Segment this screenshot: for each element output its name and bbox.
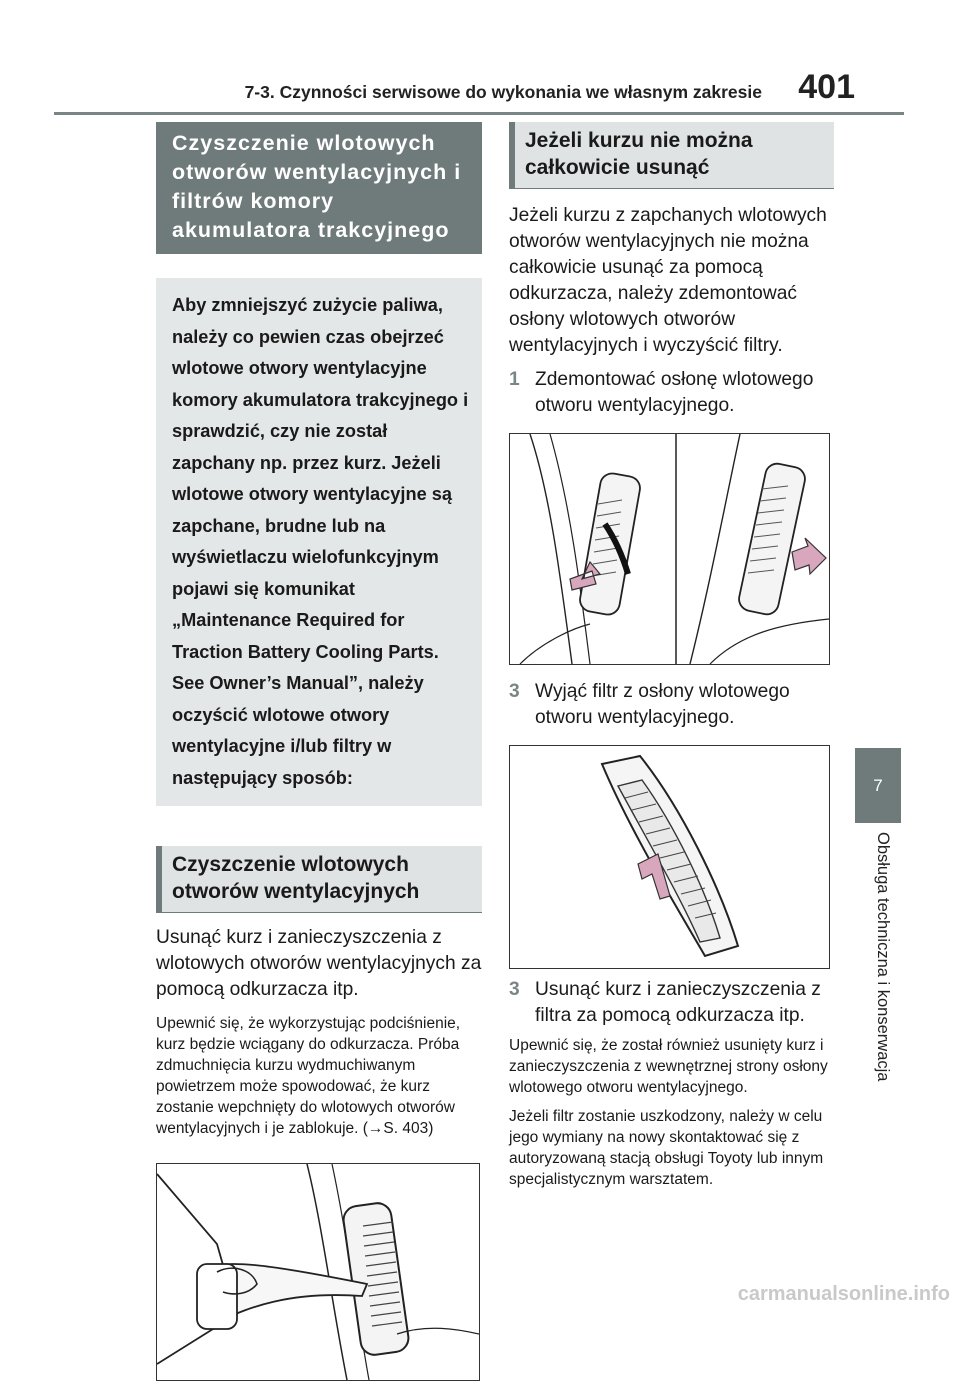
removal-instruction: Jeżeli kurzu z zapchanych wlotowych otworów wentylacyjnych nie można całkowicie usunąć za pomocą odkurzacza, należy zdemontować osłony wlotowych otworów wentylacyjnych i wyczyścić filtry. [509, 205, 827, 356]
cleaning-instruction: Usunąć kurz i zanieczyszczenia z wlotowych otworów wentylacyjnych za pomocą odkurzacza itp. [156, 927, 482, 1000]
intro-box: Aby zmniejszyć zużycie paliwa, należy co pewien czas obejrzeć wlotowe otwory wentylacyjne komory akumulatora trakcyjnego i sprawdzić, czy nie został zapchany np. przez kurz. Jeżeli wlotowe otwory wentylacyjne są zapchane, brudne lub na wyświetlaczu wielofunkcyjnym pojawi się komunikat „Maintenance Required for Traction Battery Cooling Parts. See Owner’s Manual”, należy oczyścić wlotowe otwory wentylacyjne i/lub filtry w następujący sposób: [156, 278, 482, 806]
figure-vacuum-cleaning [156, 1163, 480, 1381]
header-divider [54, 112, 904, 115]
chapter-title: Obsługa techniczna i konserwacja [874, 832, 892, 1082]
remove-cover-illustration [510, 434, 829, 664]
figure-remove-cover [509, 433, 830, 665]
main-heading: Czyszczenie wlotowych otworów wentylacyjnych i filtrów komory akumulatora trakcyjnego [156, 122, 482, 254]
figure-filter [509, 745, 830, 969]
step-number: 1 [509, 369, 520, 390]
page-number: 401 [798, 68, 855, 106]
step-text: Usunąć kurz i zanieczyszczenia z filtra za pomocą odkurzacza itp. [535, 979, 821, 1026]
filter-illustration [510, 746, 829, 968]
cleaning-note: Upewnić się, że wykorzystując podciśnienie, kurz będzie wciągany do odkurzacza. Próba zdmuchnięcia kurzu wydmuchiwanym powietrzem może spowodować, że kurz zostanie wepchnięty do wlotowych otworów wentylacyjnych i je zablokuje. (→S. 403) [156, 1015, 461, 1137]
step-number: 3 [509, 681, 520, 702]
step-1 [509, 367, 834, 419]
step-number: 3 [509, 979, 520, 1000]
arrow-right-icon [792, 538, 826, 574]
note-inner-side: Upewnić się, że został również usunięty kurz i zanieczyszczenia z wewnętrznej strony osłony wlotowego otworu wentylacyjnego. [509, 1037, 828, 1096]
step-3-clean-filter [509, 977, 834, 1029]
subheading-cleaning-vents: Czyszczenie wlotowych otworów wentylacyjnych [156, 846, 482, 913]
chapter-tab[interactable]: 7 [855, 748, 901, 823]
subheading-dust-removal: Jeżeli kurzu nie można całkowicie usunąć [509, 122, 834, 189]
step-text: Wyjąć filtr z osłony wlotowego otworu wentylacyjnego. [535, 681, 790, 728]
right-column [509, 122, 834, 1190]
left-column [156, 122, 482, 1381]
section-title: 7-3. Czynności serwisowe do wykonania we własnym zakresie [244, 82, 762, 102]
watermark: carmanualsonline.info [737, 1283, 950, 1305]
vacuum-illustration [157, 1164, 479, 1380]
note-filter-damage: Jeżeli filtr zostanie uszkodzony, należy w celu jego wymiany na nowy skontaktować się z autoryzowaną stacją obsługi Toyoty lub innym specjalistycznym warsztatem. [509, 1108, 824, 1188]
step-text: Zdemontować osłonę wlotowego otworu wentylacyjnego. [535, 369, 814, 416]
step-3-remove-filter [509, 679, 834, 731]
